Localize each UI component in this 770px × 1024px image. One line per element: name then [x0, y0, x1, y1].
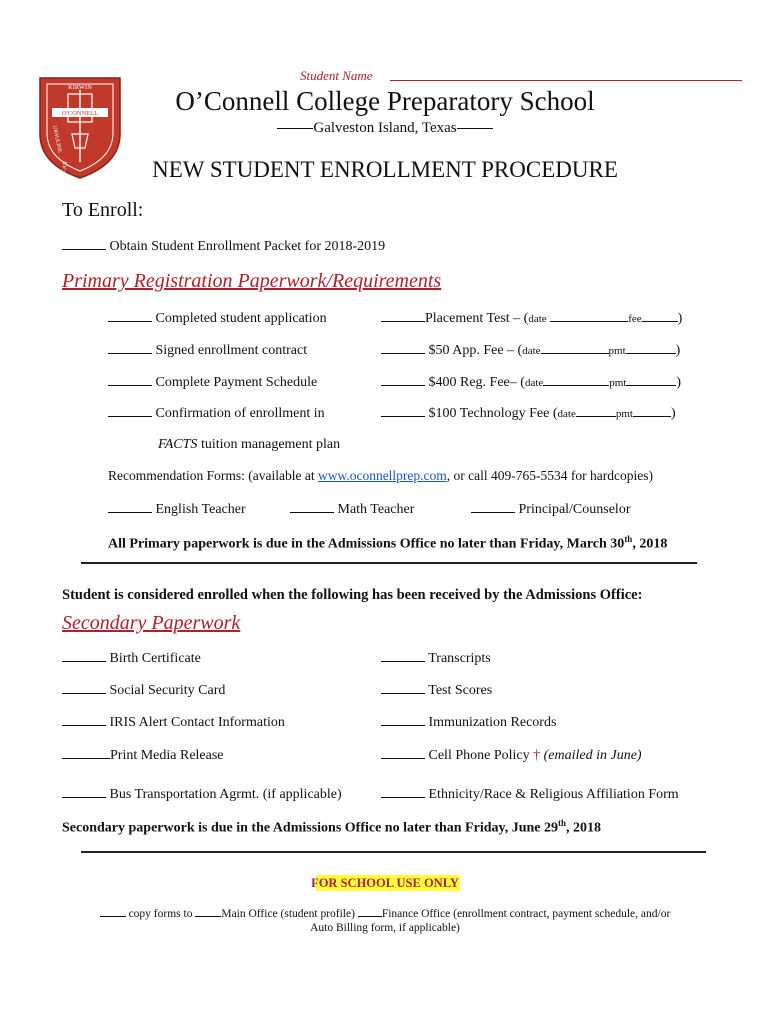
primary-left-label: Completed student application: [155, 311, 327, 326]
blank-line[interactable]: [381, 342, 425, 354]
date-label: date: [557, 408, 576, 420]
date-label: date: [522, 345, 541, 357]
date-field[interactable]: [541, 342, 609, 354]
date-field[interactable]: [543, 374, 609, 386]
school-use-line2: Auto Billing form, if applicable): [310, 922, 460, 934]
recommendation-suffix: , or call 409-765-5534 for hardcopies): [446, 468, 653, 483]
secondary-right-item: [381, 714, 556, 731]
primary-right-item: [381, 374, 681, 391]
primary-right-item: [381, 342, 680, 359]
primary-left-label: Signed enrollment contract: [155, 343, 308, 358]
teacher-label: Principal/Counselor: [518, 502, 631, 517]
blank-line[interactable]: [62, 238, 106, 250]
divider: [81, 851, 706, 853]
school-name: O’Connell College Preparatory School: [175, 86, 595, 116]
pmt-label: pmt: [615, 408, 633, 420]
teacher-item: [290, 501, 414, 518]
fee-field-label: fee: [628, 313, 642, 325]
close-paren: ): [670, 406, 676, 421]
teacher-label: English Teacher: [155, 502, 246, 517]
recommendation-line: [108, 468, 653, 484]
student-name-label: Student Name: [300, 68, 373, 83]
student-name-field[interactable]: [390, 80, 742, 81]
primary-left-label: Confirmation of enrollment in: [155, 406, 325, 421]
primary-left-item: [108, 310, 327, 327]
blank-line[interactable]: [108, 342, 152, 354]
blank-line[interactable]: [381, 650, 425, 662]
secondary-right-item: [381, 786, 679, 803]
blank-line[interactable]: [100, 907, 126, 917]
fee-label: $50 App. Fee – (: [428, 343, 523, 358]
teacher-label: Math Teacher: [337, 502, 415, 517]
pmt-field[interactable]: [626, 374, 676, 386]
secondary-left-item: [62, 714, 285, 731]
blank-line[interactable]: [381, 786, 425, 798]
primary-left-item: [108, 405, 325, 422]
blank-line[interactable]: [108, 405, 152, 417]
deadline-sup: th: [624, 534, 633, 544]
facts-line: [158, 437, 340, 453]
teacher-item: [108, 501, 246, 518]
blank-line[interactable]: [358, 907, 382, 917]
logo-top-text: KIRWIN: [68, 84, 92, 91]
blank-line[interactable]: [471, 501, 515, 513]
cell-phone-note: (emailed in June): [543, 748, 642, 763]
secondary-left-label: Bus Transportation Agrmt. (if applicable): [109, 787, 342, 802]
to-enroll-item: [62, 238, 385, 255]
to-enroll-heading: To Enroll:: [62, 199, 144, 221]
deadline-text: All Primary paperwork is due in the Admissions Office no later than Friday, March 30: [108, 536, 625, 552]
secondary-left-item: [62, 650, 201, 667]
close-paren: ): [675, 343, 681, 358]
primary-left-item: [108, 342, 307, 359]
divider: [81, 562, 697, 564]
blank-line[interactable]: [62, 682, 106, 694]
blank-line[interactable]: [62, 714, 106, 726]
fee-field[interactable]: [642, 310, 678, 322]
close-paren: ): [677, 311, 683, 326]
blank-line[interactable]: [290, 501, 334, 513]
date-field[interactable]: [576, 405, 616, 417]
secondary-right-item: [381, 650, 491, 667]
primary-heading: Primary Registration Paperwork/Requirements: [62, 270, 442, 292]
secondary-right-item: [381, 747, 642, 764]
pmt-label: pmt: [609, 377, 627, 389]
dagger-icon: †: [533, 748, 541, 763]
date-label: date: [524, 377, 544, 389]
copy-forms-label: copy forms to: [128, 908, 196, 920]
school-use-line1: [0, 907, 770, 920]
enrolled-statement: Student is considered enrolled when the following has been received by the Admissions Office:: [62, 587, 643, 603]
facts-word: FACTS: [158, 437, 198, 452]
to-enroll-item-label: Obtain Student Enrollment Packet for 2018-2019: [109, 239, 386, 254]
pmt-field[interactable]: [633, 405, 671, 417]
blank-line[interactable]: [108, 310, 152, 322]
blank-line[interactable]: [108, 501, 152, 513]
blank-line[interactable]: [108, 374, 152, 386]
school-use-heading: FOR SCHOOL USE ONLY: [311, 876, 459, 890]
primary-right-item: [381, 310, 682, 327]
secondary-right-label: Test Scores: [428, 683, 493, 698]
secondary-left-label: IRIS Alert Contact Information: [109, 715, 285, 730]
blank-line[interactable]: [381, 747, 425, 759]
date-label: date: [528, 313, 547, 325]
secondary-left-label: Birth Certificate: [109, 651, 201, 666]
location-line: [0, 120, 770, 137]
logo-right-text: DOMINICAN: [56, 160, 70, 180]
deadline-sup: th: [558, 818, 567, 828]
blank-line[interactable]: [195, 907, 221, 917]
secondary-left-item: [62, 747, 224, 764]
blank-line[interactable]: [62, 747, 110, 759]
teacher-item: [471, 501, 631, 518]
blank-line[interactable]: [381, 682, 425, 694]
finance-office-label: Finance Office (enrollment contract, payment schedule, and/or: [381, 908, 671, 920]
blank-line[interactable]: [381, 405, 425, 417]
secondary-right-label: Ethnicity/Race & Religious Affiliation Form: [428, 787, 679, 802]
facts-rest: tuition management plan: [197, 437, 341, 452]
logo-band-text: O'CONNELL: [61, 110, 99, 117]
pmt-label: pmt: [608, 345, 626, 357]
blank-line[interactable]: [381, 714, 425, 726]
primary-left-label: Complete Payment Schedule: [155, 375, 318, 390]
primary-right-item: [381, 405, 676, 422]
secondary-right-label: Transcripts: [428, 651, 491, 666]
secondary-left-label: Social Security Card: [109, 683, 226, 698]
secondary-left-item: [62, 682, 225, 699]
secondary-deadline: [62, 818, 601, 837]
secondary-right-label: Immunization Records: [428, 715, 557, 730]
deadline-year: , 2018: [632, 536, 668, 552]
logo-left-text: URSULINE: [51, 125, 63, 154]
secondary-right-label: Cell Phone Policy: [428, 748, 534, 763]
blank-line[interactable]: [381, 310, 425, 322]
main-office-label: Main Office (student profile): [221, 908, 358, 920]
secondary-heading: Secondary Paperwork: [62, 612, 241, 634]
secondary-left-item: [62, 786, 342, 803]
secondary-right-item: [381, 682, 492, 699]
pmt-field[interactable]: [626, 342, 676, 354]
primary-left-item: [108, 374, 317, 391]
page-title: NEW STUDENT ENROLLMENT PROCEDURE: [152, 157, 618, 182]
deadline-year: , 2018: [566, 820, 602, 836]
secondary-left-label: Print Media Release: [110, 748, 224, 763]
recommendation-prefix: Recommendation Forms: (available at: [108, 468, 318, 483]
location-text: Galveston Island, Texas: [313, 120, 457, 136]
blank-line[interactable]: [62, 786, 106, 798]
fee-label: $100 Technology Fee (: [428, 406, 558, 421]
primary-deadline: [108, 534, 667, 553]
blank-line[interactable]: [381, 374, 425, 386]
fee-label: Placement Test – (: [425, 311, 529, 326]
close-paren: ): [676, 375, 682, 390]
date-field[interactable]: [550, 310, 628, 322]
fee-label: $400 Reg. Fee– (: [428, 375, 525, 390]
deadline-text: Secondary paperwork is due in the Admissions Office no later than Friday, June 29: [62, 820, 559, 836]
blank-line[interactable]: [62, 650, 106, 662]
website-link[interactable]: www.oconnellprep.com: [317, 468, 447, 483]
